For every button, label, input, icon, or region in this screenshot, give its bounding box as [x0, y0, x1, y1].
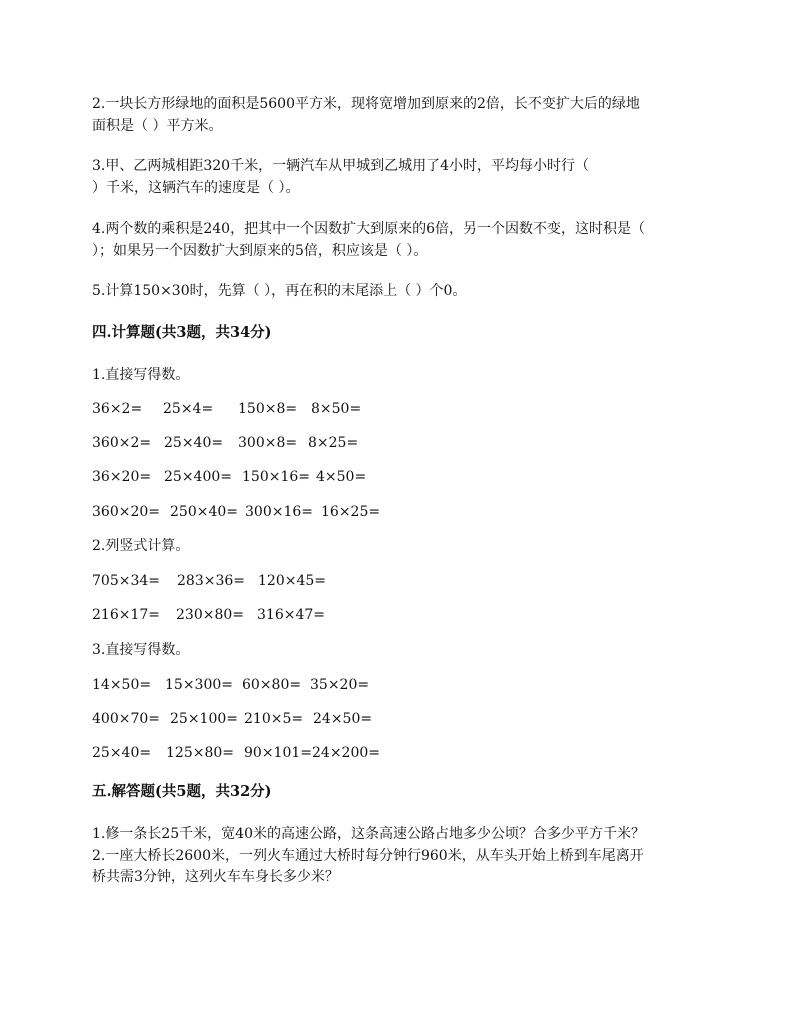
section-4-q3-label: 3.直接写得数。: [92, 642, 190, 658]
calc-item: 283×36=: [177, 573, 245, 589]
section-4-q1-label: 1.直接写得数。: [92, 367, 190, 383]
calc-item: 230×80=: [176, 607, 244, 623]
question-4-line-2: ）；如果另一个因数扩大到原来的5倍，积应该是（ ）。: [92, 243, 428, 259]
section-5-q1: 1.修一条长25千米，宽40米的高速公路，这条高速公路占地多少公顷？合多少平方千米？: [92, 826, 645, 842]
calc-item: 216×17=: [92, 607, 160, 623]
calc-item: 210×5=: [244, 711, 304, 727]
calc-item: 25×40=: [92, 745, 152, 761]
calc-item: 36×2=: [92, 401, 143, 417]
calc-item: 15×300=: [165, 677, 233, 693]
calc-item: 90×101=: [244, 745, 312, 761]
calc-item: 125×80=: [166, 745, 234, 761]
calc-item: 360×20=: [92, 504, 160, 520]
calc-item: 4×50=: [316, 469, 367, 485]
calc-item: 300×16=: [245, 504, 313, 520]
calc-item: 25×40=: [164, 435, 224, 451]
calc-item: 14×50=: [92, 677, 152, 693]
section-4-title: 四.计算题(共3题，共34分): [92, 324, 272, 341]
calc-item: 150×8=: [238, 401, 298, 417]
calc-item: 60×80=: [242, 677, 302, 693]
calc-item: 250×40=: [170, 504, 238, 520]
question-4-line-1: 4.两个数的乘积是240，把其中一个因数扩大到原来的6倍，另一个因数不变，这时积是（: [92, 221, 645, 237]
question-3-line-1: 3.甲、乙两城相距320千米，一辆汽车从甲城到乙城用了4小时，平均每小时行（: [92, 158, 589, 174]
calc-item: 24×50=: [313, 711, 373, 727]
calc-item: 150×16=: [242, 469, 310, 485]
calc-item: 36×20=: [92, 469, 152, 485]
section-4-q2-label: 2.列竖式计算。: [92, 538, 190, 554]
section-5-q2-line-2: 桥共需3分钟，这列火车车身长多少米？: [92, 869, 339, 885]
calc-item: 24×200=: [312, 745, 380, 761]
calc-item: 120×45=: [258, 573, 326, 589]
calc-item: 360×2=: [92, 435, 152, 451]
question-2-line-1: 2.一块长方形绿地的面积是5600平方米，现将宽增加到原来的2倍，长不变扩大后的绿地: [92, 96, 640, 112]
calc-item: 300×8=: [238, 435, 298, 451]
section-5-title: 五.解答题(共5题，共32分): [92, 783, 272, 800]
question-2-line-2: 面积是（ ）平方米。: [92, 118, 223, 134]
calc-item: 316×47=: [257, 607, 325, 623]
calc-item: 25×4=: [163, 401, 214, 417]
section-5-q2-line-1: 2.一座大桥长2600米，一列火车通过大桥时每分钟行960米，从车头开始上桥到车尾离开: [92, 848, 644, 864]
calc-item: 25×100=: [170, 711, 238, 727]
calc-item: 400×70=: [92, 711, 160, 727]
calc-item: 8×50=: [311, 401, 362, 417]
calc-item: 35×20=: [310, 677, 370, 693]
calc-item: 16×25=: [321, 504, 381, 520]
calc-item: 25×400=: [164, 469, 232, 485]
calc-item: 8×25=: [308, 435, 359, 451]
question-5: 5.计算150×30时，先算（ ），再在积的末尾添上（ ）个0。: [92, 283, 467, 299]
question-3-line-2: ）千米，这辆汽车的速度是（ ）。: [92, 180, 300, 196]
calc-item: 705×34=: [92, 573, 160, 589]
